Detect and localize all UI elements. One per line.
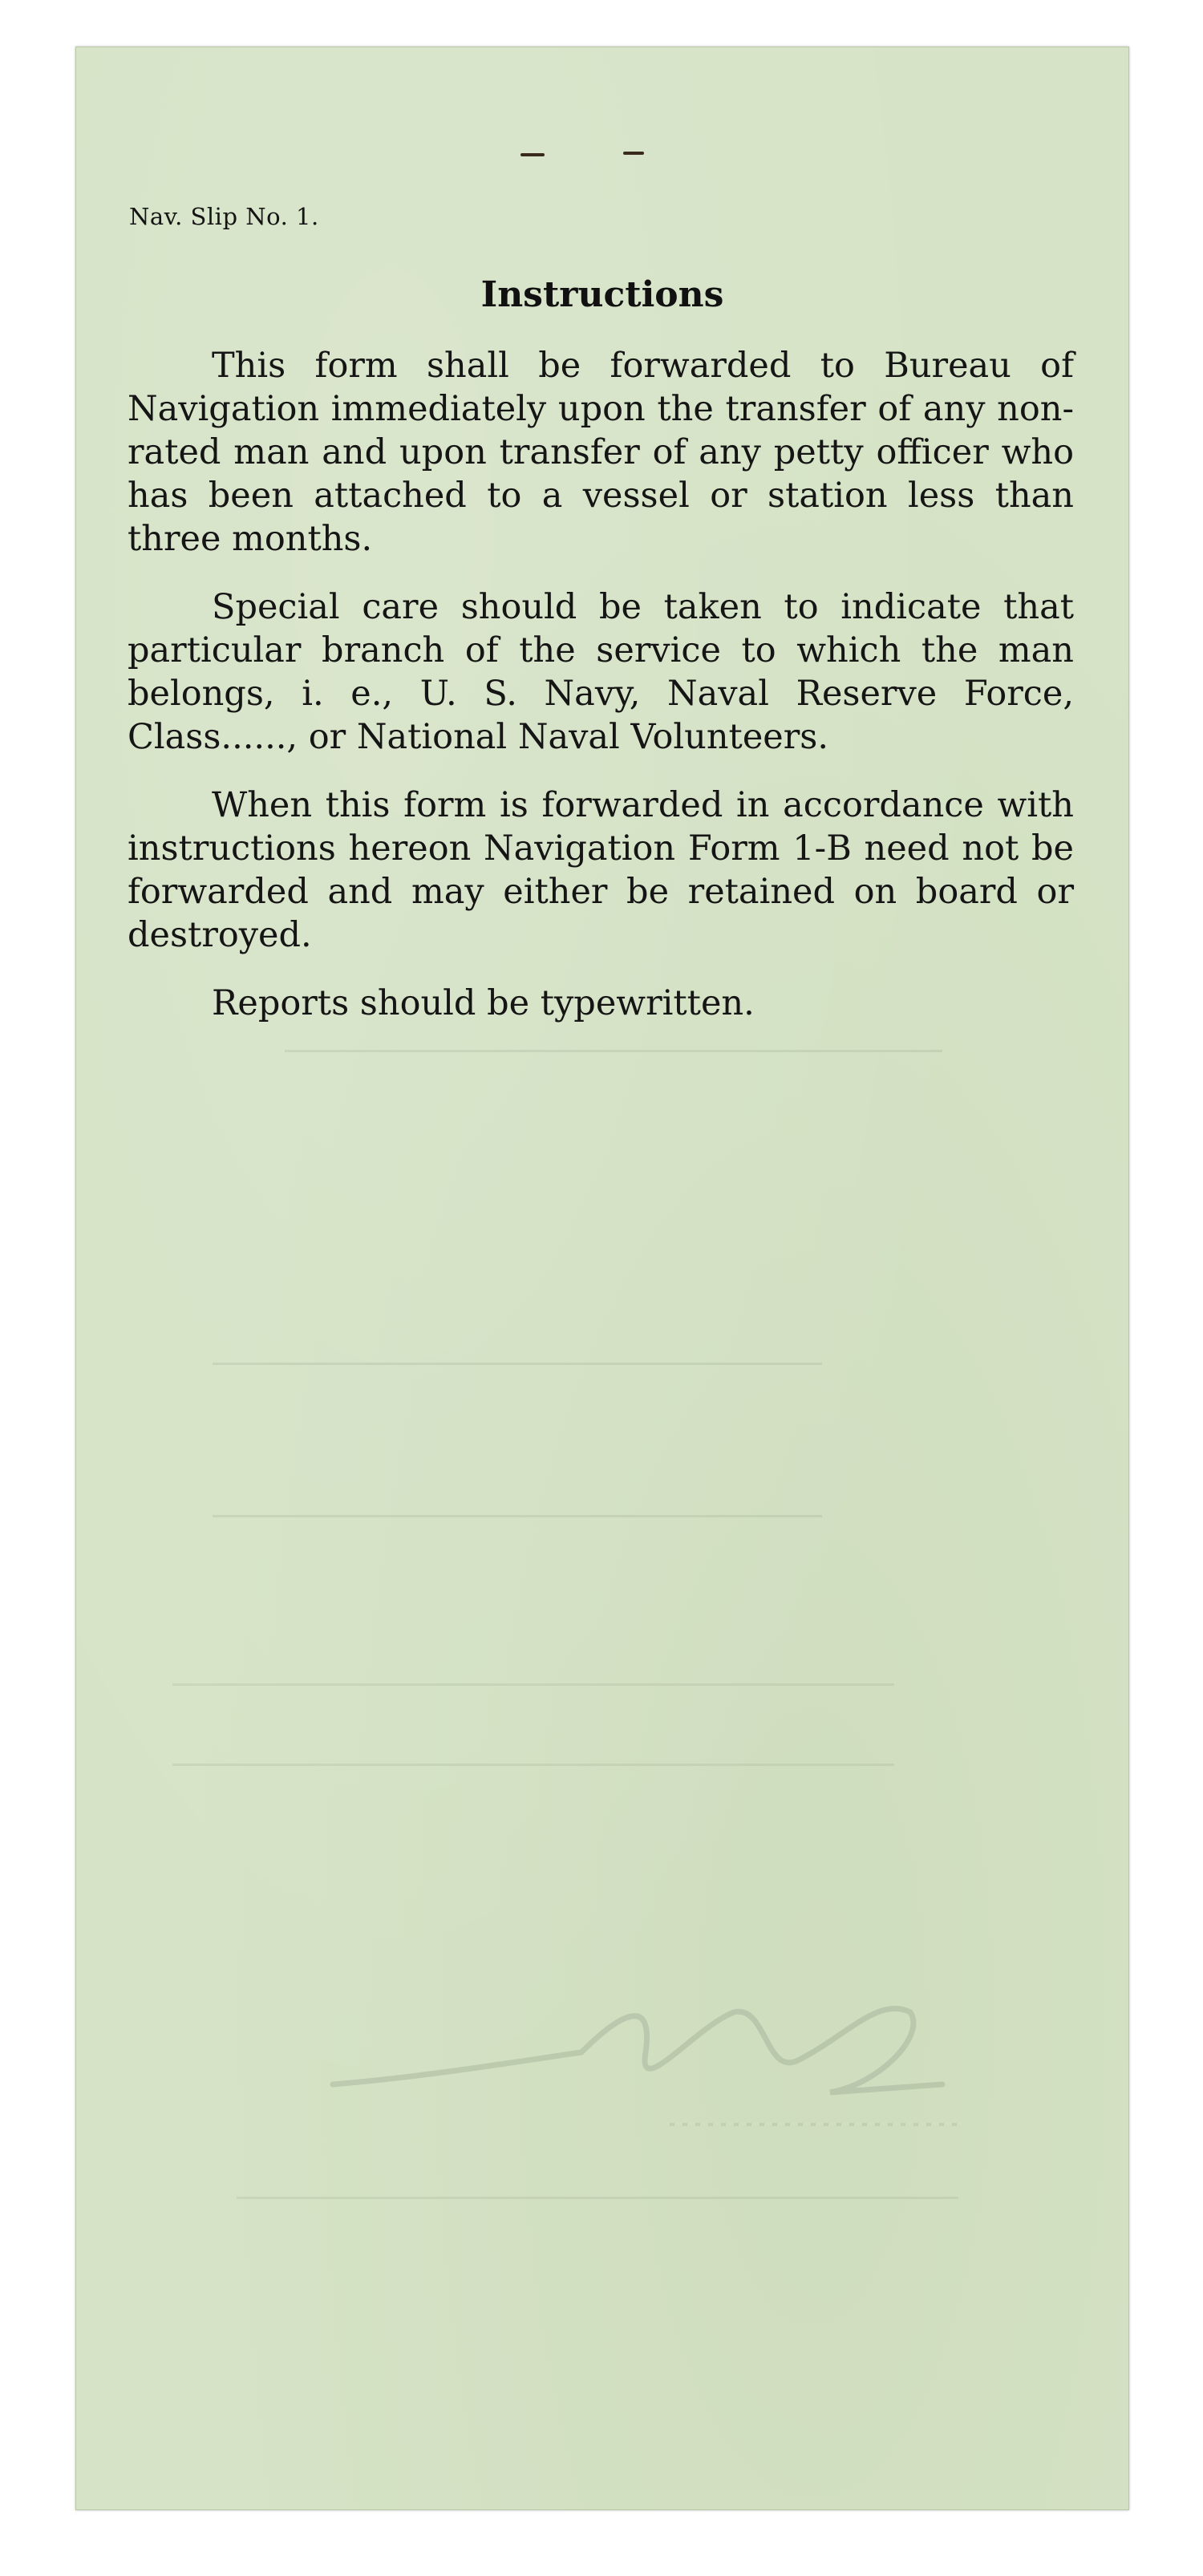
instruction-paragraph-typewritten: Reports should be typewritten. xyxy=(212,983,755,1023)
staple-mark-right xyxy=(623,152,644,155)
staple-marks xyxy=(511,152,671,158)
bleed-through-rule xyxy=(213,1483,822,1517)
bleed-through-rule xyxy=(172,1651,894,1686)
staple-mark-left xyxy=(520,153,545,156)
instructions-body xyxy=(128,344,1074,1050)
instructions-title: Instructions xyxy=(480,274,724,315)
bleed-through-signature-icon xyxy=(317,1964,974,2157)
form-slip xyxy=(75,47,1129,2510)
bleed-through-rule xyxy=(237,2165,958,2199)
instruction-paragraph-form-1b: When this form is forwarded in accordance with instructions hereon Navigation Form 1-B need not be forwarded and may either be retained on board or destroyed. xyxy=(128,785,1074,955)
instruction-paragraph-transfer: This form shall be forwarded to Bureau of Navigation immediately upon the transfer of any non-rated man and upon transfer of any petty officer who has been attached to a vessel or station less than three months. xyxy=(128,346,1074,559)
bleed-through-rule xyxy=(172,1732,894,1766)
instruction-paragraph-branch: Special care should be taken to indicate that particular branch of the service to which the man belongs, i. e., U. S. Navy, Naval Reserve Force, Class......, or National Naval Volunteers. xyxy=(128,587,1074,757)
slip-number: Nav. Slip No. 1. xyxy=(129,203,319,230)
bleed-through-rule xyxy=(213,1331,822,1365)
